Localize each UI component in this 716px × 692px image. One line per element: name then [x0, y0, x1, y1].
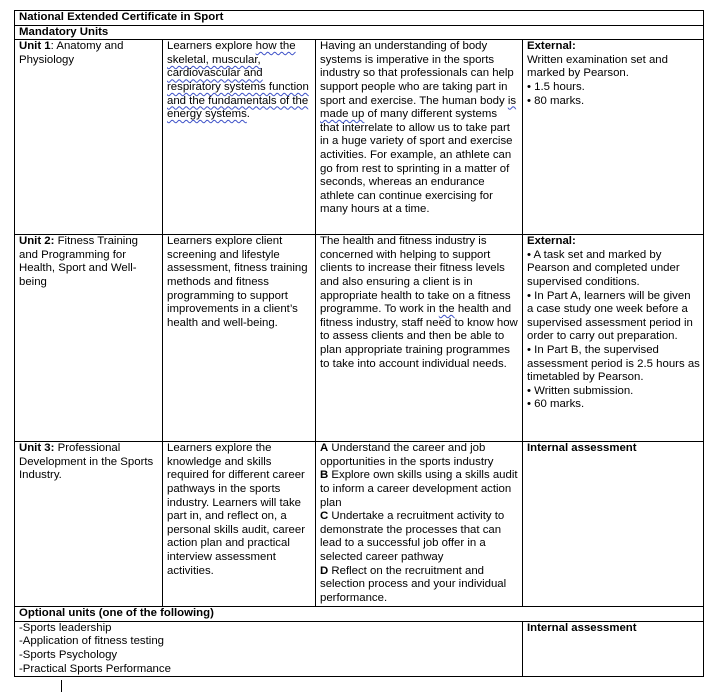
optional-assessment: [523, 621, 704, 676]
unit1-title-cell: [15, 40, 163, 235]
list-item: • 60 marks.: [527, 398, 585, 411]
unit3-name: Professional Development in the Sports Industry.: [19, 442, 154, 482]
list-item: C Undertake a recruitment activity to demonstrate the processes that can lead to a successful job offer in a selected career pathway: [320, 510, 505, 563]
list-item: -Practical Sports Performance: [19, 662, 171, 675]
table-row: [15, 442, 704, 607]
unit1-description: Learners explore how the skeletal, muscular, cardiovascular and respiratory systems function and the fundamentals of the energy systems.: [163, 40, 316, 235]
list-item: B Explore own skills using a skills audit to inform a career development action plan: [320, 469, 518, 509]
optional-assessment-heading: Internal assessment: [527, 621, 637, 634]
table-row: [15, 235, 704, 442]
list-item: A Understand the career and job opportunities in the sports industry: [320, 442, 494, 468]
unit1-rationale-underlined: is made up: [320, 94, 517, 121]
unit2-description: Learners explore client screening and lifestyle assessment, fitness training methods and fitness programming to support improvements in a client’s health and well-being.: [163, 235, 316, 442]
unit2-rationale-underlined: the: [438, 303, 455, 316]
list-item: • A task set and marked by Pearson and completed under supervised conditions.: [527, 248, 680, 288]
list-item: -Sports leadership: [19, 621, 112, 634]
list-item: -Sports Psychology: [19, 648, 118, 661]
unit2-rationale: The health and fitness industry is concerned with helping to support clients to increase their fitness levels and also ensuring a client is in appropriate health to take on a fitness programme. To work in the health and fitness industry, staff need to know how to assess clients and then be able to plan appropriate training programmes to take into account individual needs.: [316, 235, 523, 442]
unit1-name: : Anatomy and Physiology: [19, 40, 124, 66]
optional-units-heading: Optional units (one of the following): [15, 607, 704, 622]
unit1-description-underlined: how the skeletal, muscular, cardiovascular and respiratory systems function and the fundamentals of the energy systems: [167, 40, 309, 121]
list-item: • Written submission.: [527, 384, 634, 397]
unit3-assessment: [523, 442, 704, 607]
unit1-assessment: [523, 40, 704, 235]
unit3-assessment-heading: Internal assessment: [527, 442, 637, 455]
list-item: • 1.5 hours.: [527, 80, 585, 93]
unit1-label: Unit 1: [19, 40, 51, 53]
unit1-assessment-text: Written examination set and marked by Pearson.: [527, 53, 668, 80]
table-row: [15, 40, 704, 235]
unit3-label: Unit 3:: [19, 442, 55, 455]
unit3-description: Learners explore the knowledge and skills required for different career pathways in the sports industry. Learners will take part in, and reflect on, a personal skills audit, career action plan and practical interview assessment activities.: [163, 442, 316, 607]
unit2-name: Fitness Training and Programming for Health, Sport and Well-being: [19, 235, 139, 288]
unit3-outcomes: [316, 442, 523, 607]
mandatory-units-heading: Mandatory Units: [15, 25, 704, 40]
list-item: • In Part B, the supervised assessment period is 2.5 hours as timetabled by Pearson.: [527, 343, 700, 384]
unit3-title-cell: [15, 442, 163, 607]
list-item: -Application of fitness testing: [19, 635, 164, 648]
optional-units-list: [15, 621, 523, 676]
list-item: D Reflect on the recruitment and selection process and your individual performance.: [320, 564, 507, 604]
document-title: National Extended Certificate in Sport: [15, 11, 704, 26]
table-row: [15, 621, 704, 676]
unit2-assessment: [523, 235, 704, 442]
unit2-title-cell: [15, 235, 163, 442]
unit2-assessment-heading: External:: [527, 235, 576, 248]
unit1-rationale: Having an understanding of body systems is imperative in the sports industry so that professionals can help support people who are taking part in sport and exercise. The human body is made up of many different systems that interrelate to allow us to take part in a huge variety of sport and exercise activities. For example, an athlete can go from rest to sprinting in a matter of seconds, whereas an endurance athlete can continue exercising for many hours at a time.: [316, 40, 523, 235]
units-table: [14, 10, 704, 677]
list-item: • In Part A, learners will be given a case study one week before a supervised assessment period in order to carry out preparation.: [527, 289, 693, 343]
unit1-assessment-heading: External:: [527, 40, 576, 53]
text-cursor: [61, 680, 62, 692]
list-item: • 80 marks.: [527, 94, 585, 107]
unit2-label: Unit 2:: [19, 235, 55, 248]
